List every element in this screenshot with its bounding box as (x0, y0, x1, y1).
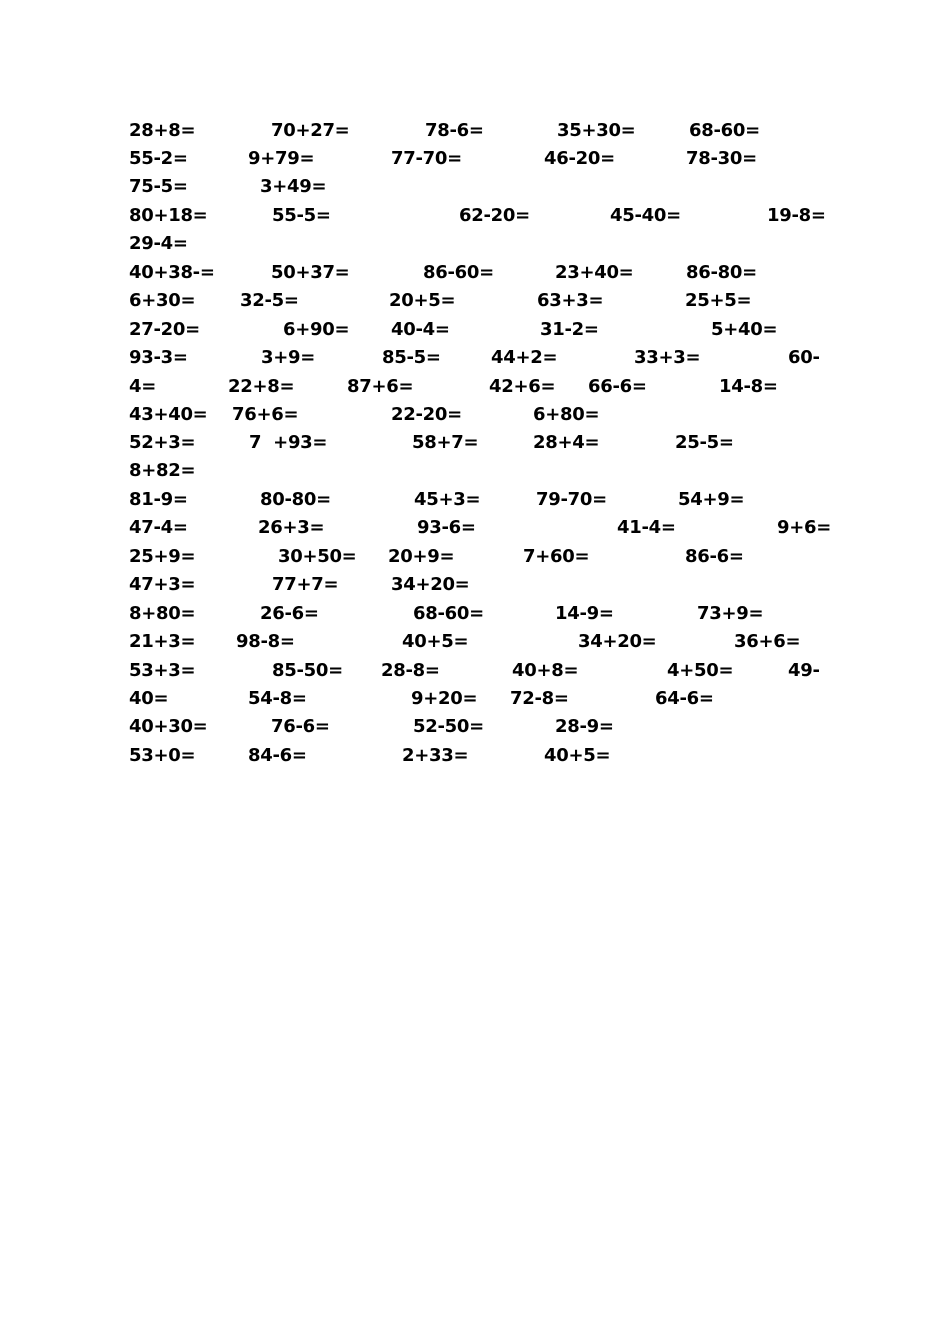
arithmetic-problem: 81-9= (129, 489, 188, 510)
worksheet-line (0, 571, 950, 599)
arithmetic-problem: 80-80= (260, 489, 331, 510)
arithmetic-problem: 40= (129, 688, 169, 709)
arithmetic-problem: 53+0= (129, 745, 196, 766)
arithmetic-problem: 2+33= (402, 745, 469, 766)
arithmetic-problem: 73+9= (697, 603, 764, 624)
arithmetic-problem: 93-3= (129, 347, 188, 368)
arithmetic-problem: 22+8= (228, 376, 295, 397)
worksheet-line (0, 628, 950, 656)
arithmetic-problem: 50+37= (271, 262, 350, 283)
arithmetic-problem: 23+40= (555, 262, 634, 283)
arithmetic-problem: 49- (788, 660, 820, 681)
arithmetic-problem: 9+79= (248, 148, 315, 169)
arithmetic-problem: 58+7= (412, 432, 479, 453)
worksheet-line (0, 486, 950, 514)
arithmetic-problem: 78-6= (425, 120, 484, 141)
arithmetic-problem: 64-6= (655, 688, 714, 709)
arithmetic-problem: 40+8= (512, 660, 579, 681)
arithmetic-problem: 28+8= (129, 120, 196, 141)
arithmetic-problem: 19-8= (767, 205, 826, 226)
arithmetic-problem: 52-50= (413, 716, 484, 737)
arithmetic-problem: 45-40= (610, 205, 681, 226)
arithmetic-problem: 42+6= (489, 376, 556, 397)
arithmetic-problem: 87+6= (347, 376, 414, 397)
worksheet-line (0, 600, 950, 628)
worksheet-line (0, 373, 950, 401)
arithmetic-problem: 43+40= (129, 404, 208, 425)
arithmetic-problem: 28-8= (381, 660, 440, 681)
arithmetic-problem: 72-8= (510, 688, 569, 709)
arithmetic-problem: 30+50= (278, 546, 357, 567)
worksheet-line (0, 514, 950, 542)
arithmetic-problem: 40-4= (391, 319, 450, 340)
arithmetic-problem: 54-8= (248, 688, 307, 709)
arithmetic-problem: 68-60= (689, 120, 760, 141)
worksheet-line (0, 543, 950, 571)
arithmetic-problem: 45+3= (414, 489, 481, 510)
arithmetic-problem: 33+3= (634, 347, 701, 368)
arithmetic-problem: 34+20= (578, 631, 657, 652)
arithmetic-problem: 26-6= (260, 603, 319, 624)
worksheet-line (0, 742, 950, 770)
arithmetic-problem: 27-20= (129, 319, 200, 340)
arithmetic-problem: 40+5= (544, 745, 611, 766)
arithmetic-problem: 55-5= (272, 205, 331, 226)
arithmetic-problem: 14-9= (555, 603, 614, 624)
arithmetic-problem: 55-2= (129, 148, 188, 169)
arithmetic-problem: 22-20= (391, 404, 462, 425)
arithmetic-problem: 40+5= (402, 631, 469, 652)
arithmetic-problem: 98-8= (236, 631, 295, 652)
arithmetic-problem: 32-5= (240, 290, 299, 311)
arithmetic-problem: 78-30= (686, 148, 757, 169)
arithmetic-problem: 54+9= (678, 489, 745, 510)
arithmetic-problem: 6+30= (129, 290, 196, 311)
arithmetic-problem: 85-5= (382, 347, 441, 368)
worksheet-line (0, 401, 950, 429)
arithmetic-problem: 80+18= (129, 205, 208, 226)
arithmetic-problem: 76-6= (271, 716, 330, 737)
arithmetic-problem: 20+5= (389, 290, 456, 311)
arithmetic-problem: 47+3= (129, 574, 196, 595)
arithmetic-problem: 6+90= (283, 319, 350, 340)
arithmetic-problem: 9+6= (777, 517, 832, 538)
arithmetic-problem: 41-4= (617, 517, 676, 538)
arithmetic-problem: 34+20= (391, 574, 470, 595)
arithmetic-problem: 4+50= (667, 660, 734, 681)
arithmetic-problem: 28+4= (533, 432, 600, 453)
arithmetic-problem: 8+82= (129, 460, 196, 481)
worksheet-line (0, 117, 950, 145)
worksheet-line (0, 713, 950, 741)
arithmetic-problem: 7 +93= (249, 432, 328, 453)
arithmetic-problem: 29-4= (129, 233, 188, 254)
worksheet-line (0, 685, 950, 713)
arithmetic-problem: 40+38-= (129, 262, 215, 283)
arithmetic-problem: 21+3= (129, 631, 196, 652)
worksheet-line (0, 429, 950, 457)
arithmetic-problem: 85-50= (272, 660, 343, 681)
arithmetic-problem: 86-80= (686, 262, 757, 283)
worksheet-line (0, 457, 950, 485)
worksheet-line (0, 145, 950, 173)
arithmetic-problem: 9+20= (411, 688, 478, 709)
arithmetic-problem: 86-6= (685, 546, 744, 567)
arithmetic-problem: 25+9= (129, 546, 196, 567)
arithmetic-problem: 52+3= (129, 432, 196, 453)
arithmetic-problem: 84-6= (248, 745, 307, 766)
arithmetic-problem: 25-5= (675, 432, 734, 453)
arithmetic-problem: 86-60= (423, 262, 494, 283)
arithmetic-problem: 44+2= (491, 347, 558, 368)
arithmetic-problem: 46-20= (544, 148, 615, 169)
arithmetic-problem: 5+40= (711, 319, 778, 340)
arithmetic-problem: 53+3= (129, 660, 196, 681)
worksheet-line (0, 657, 950, 685)
arithmetic-problem: 93-6= (417, 517, 476, 538)
arithmetic-problem: 62-20= (459, 205, 530, 226)
worksheet-line (0, 173, 950, 201)
arithmetic-problem: 6+80= (533, 404, 600, 425)
arithmetic-problem: 79-70= (536, 489, 607, 510)
arithmetic-problem: 77-70= (391, 148, 462, 169)
arithmetic-problem: 76+6= (232, 404, 299, 425)
worksheet-line (0, 316, 950, 344)
arithmetic-problem: 25+5= (685, 290, 752, 311)
worksheet-line (0, 344, 950, 372)
arithmetic-problem: 47-4= (129, 517, 188, 538)
worksheet-line (0, 287, 950, 315)
arithmetic-problem: 20+9= (388, 546, 455, 567)
arithmetic-problem: 75-5= (129, 176, 188, 197)
arithmetic-problem: 68-60= (413, 603, 484, 624)
arithmetic-problem: 60- (788, 347, 820, 368)
arithmetic-problem: 35+30= (557, 120, 636, 141)
arithmetic-problem: 36+6= (734, 631, 801, 652)
arithmetic-problem: 3+9= (261, 347, 316, 368)
arithmetic-problem: 70+27= (271, 120, 350, 141)
worksheet-line (0, 259, 950, 287)
arithmetic-problem: 3+49= (260, 176, 327, 197)
arithmetic-problem: 31-2= (540, 319, 599, 340)
worksheet-line (0, 230, 950, 258)
arithmetic-problem: 63+3= (537, 290, 604, 311)
worksheet-line (0, 202, 950, 230)
arithmetic-problem: 8+80= (129, 603, 196, 624)
arithmetic-problem: 66-6= (588, 376, 647, 397)
arithmetic-problem: 40+30= (129, 716, 208, 737)
arithmetic-problem: 4= (129, 376, 157, 397)
arithmetic-problem: 14-8= (719, 376, 778, 397)
arithmetic-problem: 26+3= (258, 517, 325, 538)
arithmetic-problem: 77+7= (272, 574, 339, 595)
arithmetic-problem: 7+60= (523, 546, 590, 567)
arithmetic-problem: 28-9= (555, 716, 614, 737)
